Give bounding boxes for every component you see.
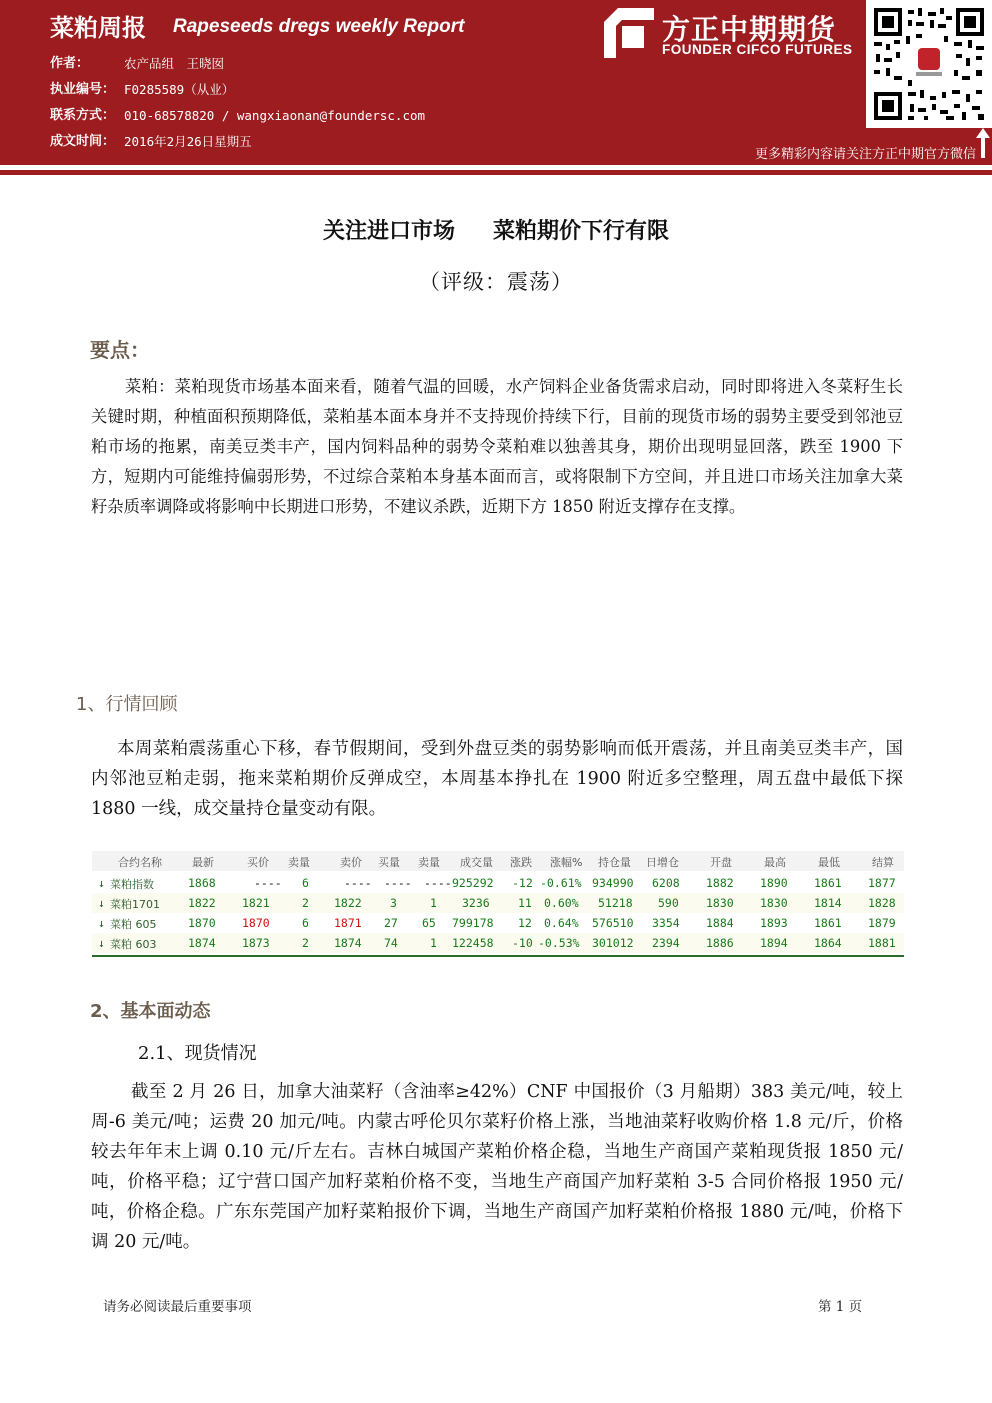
cell-open: 1884 (706, 916, 734, 930)
cell-open: 1882 (706, 876, 734, 890)
table-row[interactable] (92, 933, 904, 953)
meta-license (50, 80, 425, 106)
logo-text-cn: 方正中期期货 (662, 13, 837, 46)
cell-volume: 925292 (452, 876, 494, 890)
meta-value: 2016年2月26日星期五 (124, 134, 252, 149)
cell-volume: 3236 (462, 896, 490, 910)
logo-text-en: FOUNDER CIFCO FUTURES (662, 42, 853, 57)
cell-sell-vol: 1 (430, 936, 437, 950)
brand-title-en: Rapeseeds dregs weekly Report (173, 16, 465, 37)
cell-name: 菜粕 603 (110, 938, 157, 951)
footer-notice: 请务必阅读最后重要事项 (103, 1299, 252, 1315)
cell-change: 11 (518, 896, 532, 910)
cell-ask: 1871 (334, 916, 362, 930)
cell-open: 1886 (706, 936, 734, 950)
col-oi-change: 日增仓 (646, 856, 679, 869)
cell-open-interest: 301012 (592, 936, 634, 950)
meta-value: 农产品组 王晓囡 (124, 56, 225, 71)
meta-date (50, 132, 425, 158)
section-2-heading: 2、基本面动态 (90, 1001, 211, 1022)
title-part-2: 菜粕期价下行有限 (493, 219, 670, 244)
cell-high: 1894 (760, 936, 788, 950)
row-arrow: ↓ (98, 876, 105, 890)
cell-oi-change: 590 (658, 896, 679, 910)
title-part-1: 关注进口市场 (322, 219, 455, 244)
cell-open-interest: 934990 (592, 876, 634, 890)
header-divider (0, 170, 992, 175)
cell-settle: 1877 (868, 876, 896, 890)
cell-low: 1861 (814, 916, 842, 930)
cell-name: 菜粕1701 (110, 898, 160, 911)
col-bid-vol: 卖量 (288, 856, 310, 869)
cell-change: -10 (512, 936, 533, 950)
cell-ask: 1822 (334, 896, 362, 910)
col-settle: 结算 (872, 856, 894, 869)
cell-low: 1864 (814, 936, 842, 950)
col-buy-vol: 买量 (378, 856, 400, 869)
col-volume: 成交量 (460, 856, 493, 869)
row-arrow: ↓ (98, 896, 105, 910)
cell-sell-vol: 1 (430, 896, 437, 910)
col-change: 涨跌 (510, 856, 532, 869)
follow-wechat-text: 更多精彩内容请关注方正中期官方微信 (754, 147, 976, 162)
cell-last: 1870 (188, 916, 216, 930)
cell-sell-vol: ---- (424, 876, 452, 890)
report-title (0, 214, 992, 245)
company-logo (604, 8, 864, 64)
quote-table (92, 851, 904, 957)
col-ask: 卖价 (340, 856, 362, 869)
qr-code (866, 0, 992, 128)
table-row[interactable] (92, 913, 904, 933)
cell-bid: 1870 (242, 916, 270, 930)
cell-change: -12 (512, 876, 533, 890)
cell-ask: ---- (344, 876, 372, 890)
cell-volume: 799178 (452, 916, 494, 930)
cell-name: 菜粕指数 (110, 878, 154, 891)
up-arrow-icon (976, 128, 990, 158)
cell-oi-change: 6208 (652, 876, 680, 890)
cell-ask: 1874 (334, 936, 362, 950)
meta-label: 执业编号： (50, 82, 116, 97)
meta-label: 作者： (50, 56, 90, 71)
meta-value: F0285589（从业） (124, 82, 235, 97)
col-open: 开盘 (710, 856, 732, 869)
cell-last: 1874 (188, 936, 216, 950)
logo-mark-icon (604, 8, 654, 58)
cell-settle: 1881 (868, 936, 896, 950)
cell-volume: 122458 (452, 936, 494, 950)
cell-change-pct: 0.64% (544, 916, 579, 930)
cell-bid-vol: 6 (302, 916, 309, 930)
cell-bid: ---- (254, 876, 282, 890)
cell-bid: 1821 (242, 896, 270, 910)
cell-change: 12 (518, 916, 532, 930)
col-bid: 买价 (247, 856, 269, 869)
report-rating: （评级：震荡） (419, 270, 573, 294)
col-last: 最新 (192, 856, 214, 869)
cell-bid-vol: 2 (302, 896, 309, 910)
meta-author (50, 54, 425, 80)
section-2-1-text: 截至 2 月 26 日，加拿大油菜籽（含油率≥42%）CNF 中国报价（3 月船期）383 美元/吨，较上周-6 美元/吨；运费 20 加元/吨。内蒙古呼伦贝尔菜籽价格上涨，当地油菜籽收购价格 1.8 元/斤，价格较去年年末上调 0.10 元/斤左右。吉林白城国产菜粕价格企稳，当地生产商国产菜粕现货报 1850 元/吨，价格平稳；辽宁营口国产加籽菜粕价格不变，当地生产商国产加籽菜粕 3-5 合同价格报 1950 元/吨，价格企稳。广东东莞国产加籽菜粕报价下调，当地生产商国产加籽菜粕价格报 1880 元/吨，价格下调 20 元/吨。 (91, 1082, 903, 1252)
key-points-text: 菜粕：菜粕现货市场基本面来看，随着气温的回暖，水产饲料企业备货需求启动，同时即将进入冬菜籽生长关键时期，种植面积预期降低，菜粕基本面本身并不支持现价持续下行，目前的现货市场的弱势主要受到邻池豆粕市场的拖累，南美豆类丰产，国内饲料品种的弱势令菜粕难以独善其身，期价出现明显回落，跌至 1900 下方，短期内可能维持偏弱形势，不过综合菜粕本身基本面而言，或将限制下方空间，并且进口市场关注加拿大菜籽杂质率调降或将影响中长期进口形势，不建议杀跌，近期下方 1850 附近支撑存在支撑。 (91, 377, 903, 516)
cell-high: 1830 (760, 896, 788, 910)
cell-settle: 1828 (868, 896, 896, 910)
cell-buy-vol: 74 (384, 936, 398, 950)
col-change-pct: 涨幅% (550, 856, 583, 869)
table-row[interactable] (92, 873, 904, 893)
cell-oi-change: 3354 (652, 916, 680, 930)
cell-bid-vol: 2 (302, 936, 309, 950)
table-row[interactable] (92, 893, 904, 913)
cell-buy-vol: 3 (390, 896, 397, 910)
cell-sell-vol: 65 (422, 916, 436, 930)
qr-code-icon (872, 6, 986, 122)
report-meta (50, 54, 425, 158)
section-1-heading: 1、行情回顾 (76, 694, 178, 715)
cell-name: 菜粕 605 (110, 918, 157, 931)
cell-high: 1890 (760, 876, 788, 890)
col-sell-vol: 卖量 (418, 856, 440, 869)
table-bottom-line (92, 955, 904, 957)
meta-value: 010-68578820 / wangxiaonan@foundersc.com (124, 108, 426, 123)
section-1-text: 本周菜粕震荡重心下移，春节假期间，受到外盘豆类的弱势影响而低开震荡，并且南美豆类丰产，国内邻池豆粕走弱，拖来菜粕期价反弹成空，本周基本挣扎在 1900 附近多空整理，周五盘中最低下探 1880 一线，成交量持仓量变动有限。 (91, 739, 903, 819)
cell-last: 1822 (188, 896, 216, 910)
page-number: 第 1 页 (818, 1299, 863, 1315)
row-arrow: ↓ (98, 916, 105, 930)
cell-open-interest: 576510 (592, 916, 634, 930)
cell-high: 1893 (760, 916, 788, 930)
meta-contact (50, 106, 425, 132)
cell-bid-vol: 6 (302, 876, 309, 890)
col-low: 最低 (818, 856, 840, 869)
cell-oi-change: 2394 (652, 936, 680, 950)
col-open-interest: 持仓量 (598, 856, 631, 869)
quote-table-header (92, 851, 904, 871)
meta-label: 成文时间： (50, 134, 116, 149)
cell-buy-vol: ---- (384, 876, 412, 890)
cell-settle: 1879 (868, 916, 896, 930)
col-name: 合约名称 (118, 856, 162, 869)
cell-change-pct: 0.60% (544, 896, 579, 910)
cell-low: 1814 (814, 896, 842, 910)
meta-label: 联系方式： (50, 108, 116, 123)
cell-open-interest: 51218 (598, 896, 633, 910)
cell-last: 1868 (188, 876, 216, 890)
row-arrow: ↓ (98, 936, 105, 950)
cell-buy-vol: 27 (384, 916, 398, 930)
brand-title-cn: 菜粕周报 (50, 14, 146, 42)
cell-change-pct: -0.53% (538, 936, 580, 950)
section-2-1-heading: 2.1、现货情况 (138, 1043, 257, 1064)
cell-bid: 1873 (242, 936, 270, 950)
key-points-heading: 要点： (90, 338, 150, 362)
col-high: 最高 (764, 856, 786, 869)
cell-change-pct: -0.61% (540, 876, 582, 890)
cell-open: 1830 (706, 896, 734, 910)
cell-low: 1861 (814, 876, 842, 890)
